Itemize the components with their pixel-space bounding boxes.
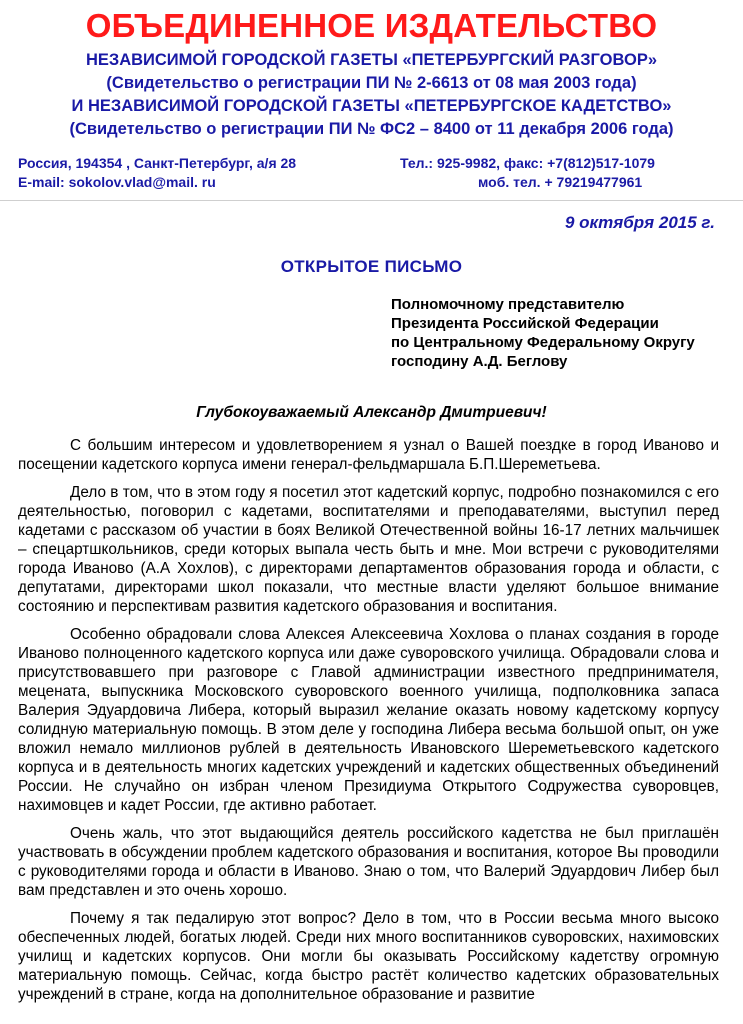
header-divider bbox=[0, 200, 743, 201]
addressee-line: Полномочному представителю bbox=[391, 296, 625, 313]
body-paragraph: Особенно обрадовали слова Алексея Алексеевича Хохлова о планах создания в городе Иваново полноценного кадетского корпуса или даже суворовского училища. Обрадовали слова и присутствовавшего при разговоре с Главой администрации известного предпринимателя, мецената, выпускника Московского суворовского военного училища, подполковника запаса Валерия Эдуардовича Либера, который выразил желание оказать новому кадетскому корпусу солидную материальную помощь. В этом деле у господина Либера весьма большой опыт, он уже вложил немало миллионов рублей в деятельность Ивановского Шереметьевского кадетского корпуса и в деятельность многих кадетских учреждений и кадетских общественных объединений России. Не случайно он избран членом Президиума Открытого Содружества суворовцев, нахимовцев и кадет России, где активно работает. bbox=[18, 626, 719, 814]
publisher-title: ОБЪЕДИНЕННОЕ ИЗДАТЕЛЬСТВО bbox=[85, 7, 658, 44]
body-paragraph: С большим интересом и удовлетворением я узнал о Вашей поездке в город Иваново и посещении кадетского корпуса имени генерал-фельдмаршала Б.П.Шереметьева. bbox=[18, 437, 719, 473]
letter-body bbox=[18, 436, 719, 1013]
newspaper-line-2: И НЕЗАВИСИМОЙ ГОРОДСКОЙ ГАЗЕТЫ «ПЕТЕРБУРГСКОЕ КАДЕТСТВО» bbox=[71, 97, 672, 115]
email-address: E-mail: sokolov.vlad@mail. ru bbox=[18, 174, 216, 190]
body-paragraph: Очень жаль, что этот выдающийся деятель российского кадетства не был приглашён участвовать в обсуждении проблем кадетского образования и воспитания, которое Вы проводили с руководителями города и области в Иваново. Знаю о том, что Валерий Эдуардович Либер был вам представлен и это очень хорошо. bbox=[18, 825, 719, 899]
addressee-line: господину А.Д. Беглову bbox=[391, 353, 568, 370]
salutation: Глубокоуважаемый Александр Дмитриевич! bbox=[196, 404, 547, 421]
newspaper-line-1: НЕЗАВИСИМОЙ ГОРОДСКОЙ ГАЗЕТЫ «ПЕТЕРБУРГСКИЙ РАЗГОВОР» bbox=[85, 51, 658, 69]
postal-address: Россия, 194354 , Санкт-Петербург, а/я 28 bbox=[18, 155, 297, 171]
letter-heading: ОТКРЫТОЕ ПИСЬМО bbox=[280, 257, 463, 276]
registration-line-1: (Свидетельство о регистрации ПИ № 2-6613 от 08 мая 2003 года) bbox=[106, 74, 637, 92]
addressee-line: Президента Российской Федерации bbox=[391, 315, 659, 332]
addressee-line: по Центральному Федеральному Округу bbox=[391, 334, 695, 351]
body-paragraph: Дело в том, что в этом году я посетил этот кадетский корпус, подробно познакомился с его деятельностью, поговорил с кадетами, воспитателями и преподавателями, выступил перед кадетами с рассказом об участии в боях Великой Отечественной войны 16-17 летних мальчишек – спецартшкольников, среди которых выпала честь быть и мне. Мои встречи с руководителями города Иваново (А.А Хохлов), с директорами департаментов образования города и области, с депутатами, директорами школ показали, что местные власти уделяют большое внимание состоянию и перспективам развития кадетского образования и воспитания. bbox=[18, 484, 719, 615]
addressee-block bbox=[391, 295, 695, 371]
registration-line-2: (Свидетельство о регистрации ПИ № ФС2 – 8400 от 11 декабря 2006 года) bbox=[69, 120, 674, 138]
phone-fax: Тел.: 925-9982, факс: +7(812)517-1079 bbox=[400, 155, 655, 171]
body-paragraph: Почему я так педалирую этот вопрос? Дело в том, что в России весьма много высоко обеспеченных людей, богатых людей. Среди них много воспитанников суворовских, нахимовских училищ и кадетских корпусов. Они могли бы оказывать Российскому кадетству огромную материальную помощь. Сейчас, когда быстро растёт количество кадетских образовательных учреждений в стране, когда на дополнительное образование и развитие bbox=[18, 910, 719, 1003]
letter-date: 9 октября 2015 г. bbox=[564, 213, 715, 232]
mobile-phone: моб. тел. + 79219477961 bbox=[478, 174, 643, 190]
